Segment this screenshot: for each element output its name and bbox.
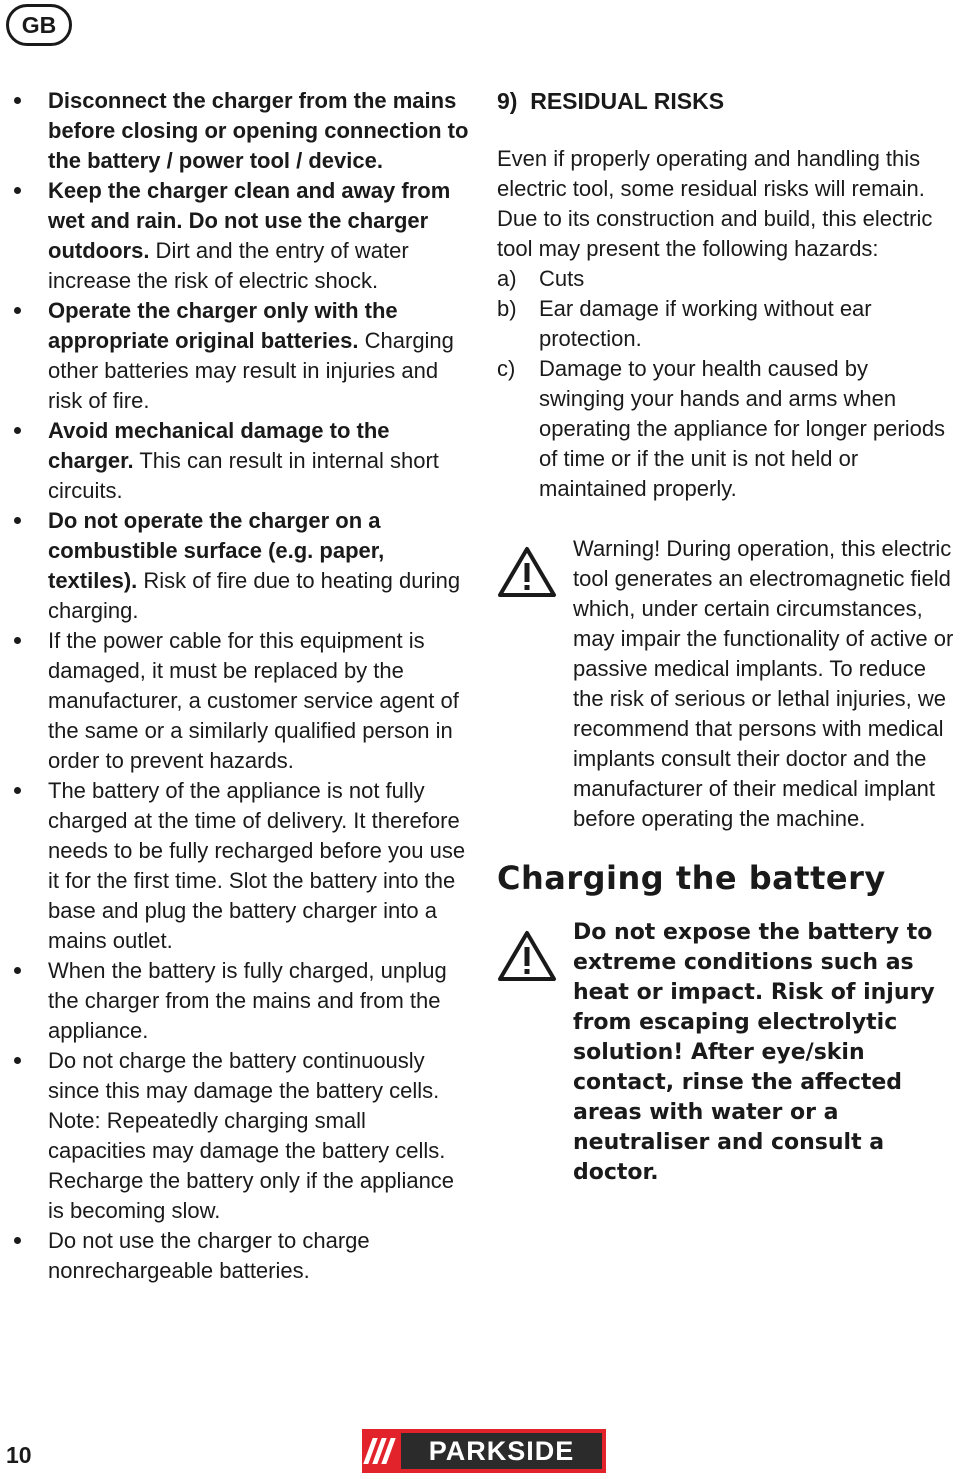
language-badge: GB: [6, 4, 72, 46]
warning-triangle-icon: [497, 534, 573, 834]
risk-item: b) Ear damage if working without ear protection.: [497, 296, 872, 351]
parkside-logo: [362, 1429, 606, 1473]
list-item: The battery of the appliance is not fully charged at the time of delivery. It therefore needs to be fully recharged before you use it for the first time. Slot the battery into the base and plug the battery charger into a mains outlet.: [14, 776, 469, 956]
list-item: Do not operate the charger on a combustible surface (e.g. paper, textiles). Risk of fire due to heating during charging.: [14, 506, 469, 626]
list-item: Do not use the charger to charge nonrechargeable batteries.: [14, 1226, 469, 1286]
list-item: If the power cable for this equipment is damaged, it must be replaced by the manufacturer, a customer service agent of the same or a similarly qualified person in order to prevent hazards.: [14, 626, 469, 776]
right-column: [497, 86, 957, 1188]
page-number: 10: [6, 1442, 32, 1468]
battery-warning-text: Do not expose the battery to extreme conditions such as heat or impact. Risk of injury from escaping electrolytic solution! After eye/skin contact, rinse the affected areas with water or a neutraliser and consult a doctor.: [573, 920, 935, 1185]
list-item: Avoid mechanical damage to the charger. This can result in internal short circuits.: [14, 416, 469, 506]
residual-risks-title: 9) RESIDUAL RISKS: [497, 88, 725, 114]
logo-stripes-icon: [362, 1438, 391, 1464]
residual-risks-intro: Even if properly operating and handling this electric tool, some residual risks will remain. Due to its construction and build, this electric tool may present the following hazards:: [497, 146, 933, 261]
safety-bullet-list: [14, 86, 469, 1286]
list-item: Operate the charger only with the appropriate original batteries. Charging other batteries may result in injuries and risk of fire.: [14, 296, 469, 416]
list-item: When the battery is fully charged, unplug the charger from the mains and from the appliance.: [14, 956, 469, 1046]
list-item: Keep the charger clean and away from wet and rain. Do not use the charger outdoors. Dirt and the entry of water increase the risk of electric shock.: [14, 176, 469, 296]
risk-item: c) Damage to your health caused by swinging your hands and arms when operating the appliance for longer periods of time or if the unit is not held or maintained properly.: [497, 356, 946, 501]
emf-warning-text: Warning! During operation, this electric tool generates an electromagnetic field which, under certain circumstances, may impair the functionality of active or passive medical implants. To reduce the risk of serious or lethal injuries, we recommend that persons with medical implants consult their doctor and the manufacturer of their medical implant before operating the machine.: [573, 536, 954, 831]
risk-list: [497, 264, 957, 504]
charging-heading: Charging the battery: [497, 859, 886, 897]
left-column: [14, 86, 469, 1286]
battery-warning: [497, 918, 957, 1188]
risk-item: a) Cuts: [497, 266, 585, 291]
list-item: Do not charge the battery continuously since this may damage the battery cells. Note: Repeatedly charging small capacities may damage the battery cells. Recharge the battery only if the appliance is becoming slow.: [14, 1046, 469, 1226]
warning-triangle-icon: [497, 918, 573, 1188]
list-item: Disconnect the charger from the mains before closing or opening connection to the battery / power tool / device.: [14, 86, 469, 176]
emf-warning: [497, 534, 957, 834]
brand-name: PARKSIDE: [401, 1433, 602, 1469]
